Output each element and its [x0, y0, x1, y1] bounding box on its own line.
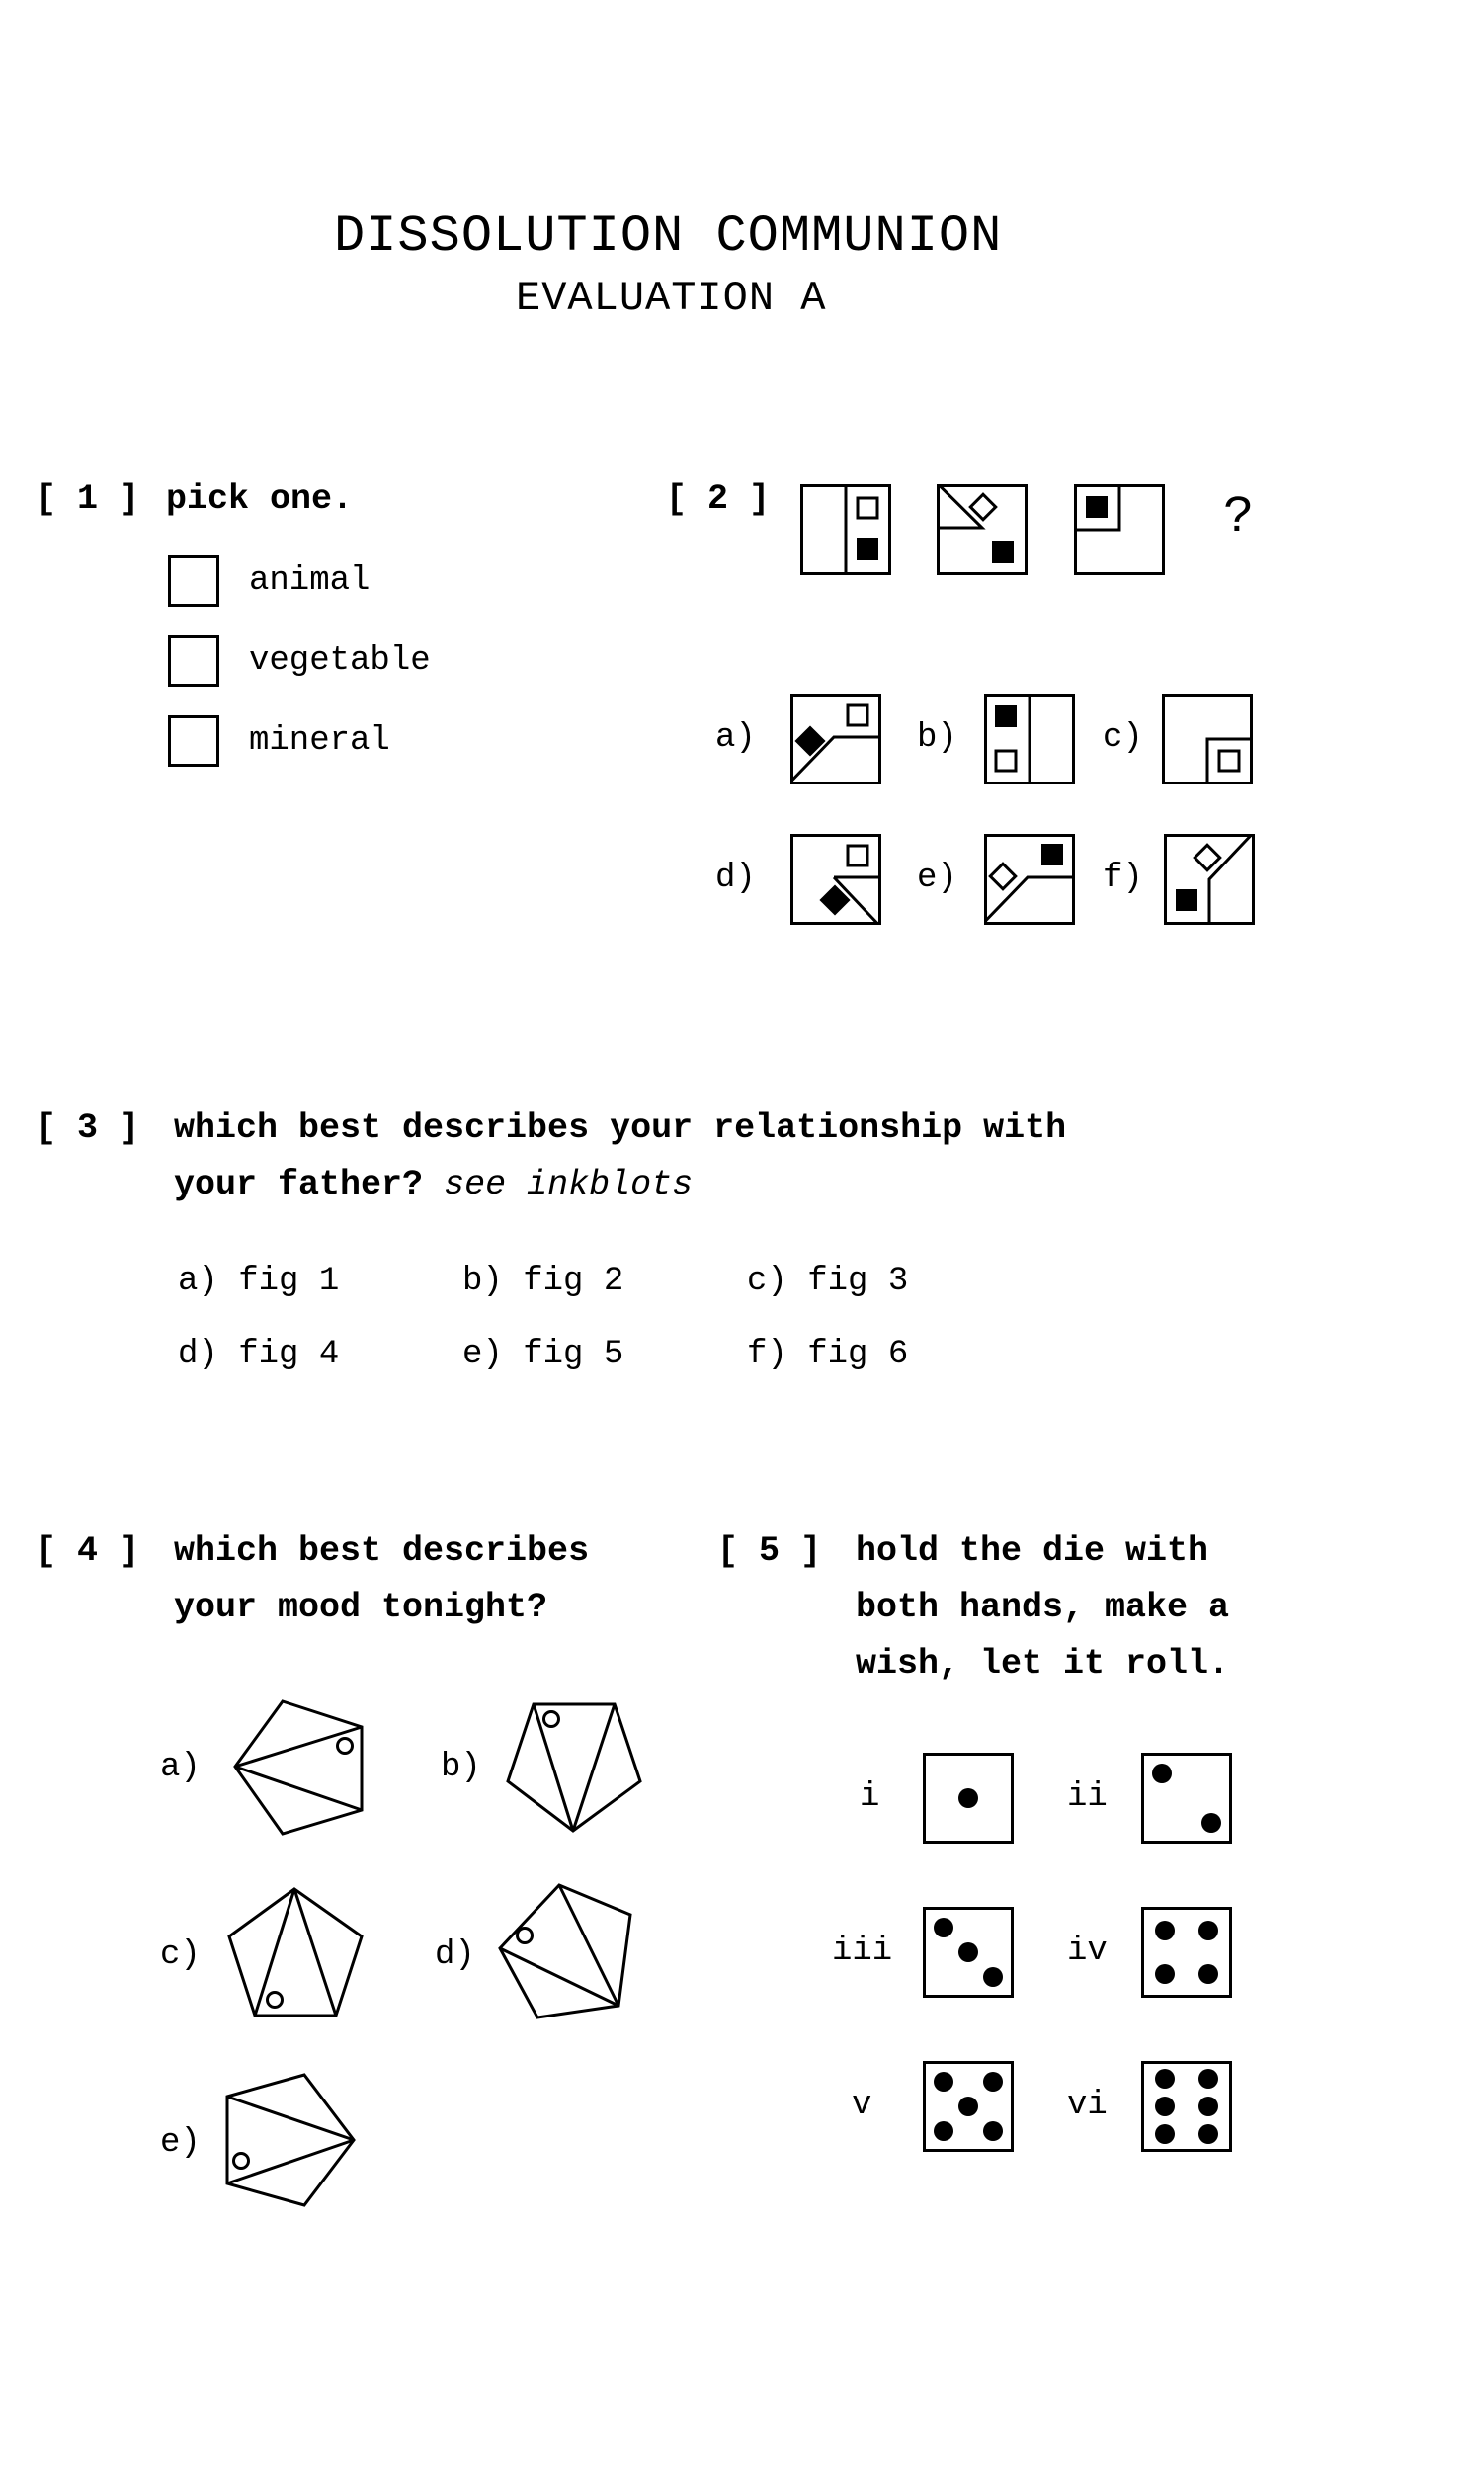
- q2-sequence-figure-1: [800, 484, 891, 575]
- q5-option-i-label: i: [860, 1778, 880, 1816]
- q1-prompt: pick one.: [166, 479, 354, 519]
- q3-prompt-line1: which best describes your relationship with: [174, 1109, 1067, 1148]
- q4-number: [ 4 ]: [36, 1531, 140, 1571]
- q4-option-b-label: b): [441, 1749, 481, 1786]
- q4-option-c-pentagon[interactable]: [227, 1887, 364, 2017]
- die-face-three[interactable]: [923, 1907, 1014, 1998]
- q3-number: [ 3 ]: [36, 1109, 140, 1148]
- q5-number: [ 5 ]: [717, 1531, 822, 1571]
- q3-prompt-question: your father?: [174, 1165, 424, 1204]
- q5-prompt-line2: both hands, make a: [856, 1588, 1230, 1627]
- q5-option-ii-label: ii: [1067, 1778, 1108, 1816]
- die-face-one[interactable]: [923, 1753, 1014, 1844]
- q1-option-vegetable: vegetable: [249, 642, 431, 680]
- q5-option-v-label: v: [852, 2087, 872, 2124]
- q4-option-a-pentagon[interactable]: [233, 1699, 364, 1834]
- q2-option-f-label: f): [1103, 860, 1143, 897]
- q3-option-c[interactable]: c) fig 3: [747, 1263, 909, 1300]
- q1-checkbox-vegetable[interactable]: [168, 635, 219, 687]
- q3-option-f[interactable]: f) fig 6: [747, 1336, 909, 1373]
- page-title: DISSOLUTION COMMUNION: [334, 207, 1003, 266]
- q4-option-a-label: a): [160, 1749, 201, 1786]
- q4-option-e-label: e): [160, 2124, 201, 2162]
- q2-sequence-figure-2: [937, 484, 1028, 575]
- q2-option-e-label: e): [917, 860, 957, 897]
- q5-prompt-line3: wish, let it roll.: [856, 1644, 1230, 1684]
- q4-option-b-pentagon[interactable]: [506, 1702, 642, 1833]
- q1-number: [ 1 ]: [36, 479, 140, 519]
- q4-option-d-label: d): [435, 1936, 475, 1974]
- die-face-six[interactable]: [1141, 2061, 1232, 2152]
- q3-prompt-line2: [174, 1165, 693, 1204]
- q5-prompt-line1: hold the die with: [856, 1531, 1209, 1571]
- q2-option-a-label: a): [715, 719, 756, 757]
- q4-option-c-label: c): [160, 1936, 201, 1974]
- q2-option-c-figure[interactable]: [1162, 694, 1253, 784]
- die-face-four[interactable]: [1141, 1907, 1232, 1998]
- q4-option-d-pentagon[interactable]: [498, 1883, 632, 2017]
- q4-option-e-pentagon[interactable]: [225, 2073, 358, 2207]
- q2-option-a-figure[interactable]: [790, 694, 881, 784]
- q2-option-f-figure[interactable]: [1164, 834, 1255, 925]
- q1-checkbox-animal[interactable]: [168, 555, 219, 607]
- page-subtitle: EVALUATION A: [516, 275, 827, 322]
- q2-question-mark: ?: [1223, 488, 1255, 546]
- q2-option-d-figure[interactable]: [790, 834, 881, 925]
- die-face-two[interactable]: [1141, 1753, 1232, 1844]
- q2-number: [ 2 ]: [666, 479, 771, 519]
- q2-option-e-figure[interactable]: [984, 834, 1075, 925]
- q5-option-iii-label: iii: [832, 1933, 893, 1970]
- q3-option-b[interactable]: b) fig 2: [462, 1263, 624, 1300]
- q1-option-mineral: mineral: [249, 722, 390, 760]
- q4-prompt-line2: your mood tonight?: [174, 1588, 548, 1627]
- q1-checkbox-mineral[interactable]: [168, 715, 219, 767]
- q3-option-d[interactable]: d) fig 4: [178, 1336, 340, 1373]
- q3-option-e[interactable]: e) fig 5: [462, 1336, 624, 1373]
- q2-option-b-label: b): [917, 719, 957, 757]
- q4-prompt-line1: which best describes: [174, 1531, 590, 1571]
- q2-option-d-label: d): [715, 860, 756, 897]
- q2-sequence-figure-3: [1074, 484, 1165, 575]
- q3-option-a[interactable]: a) fig 1: [178, 1263, 340, 1300]
- q5-option-iv-label: iv: [1067, 1933, 1108, 1970]
- die-face-five[interactable]: [923, 2061, 1014, 2152]
- q2-option-c-label: c): [1103, 719, 1143, 757]
- q2-option-b-figure[interactable]: [984, 694, 1075, 784]
- q1-option-animal: animal: [249, 562, 371, 600]
- q3-prompt-note: see inkblots: [444, 1165, 694, 1204]
- q5-option-vi-label: vi: [1067, 2087, 1108, 2124]
